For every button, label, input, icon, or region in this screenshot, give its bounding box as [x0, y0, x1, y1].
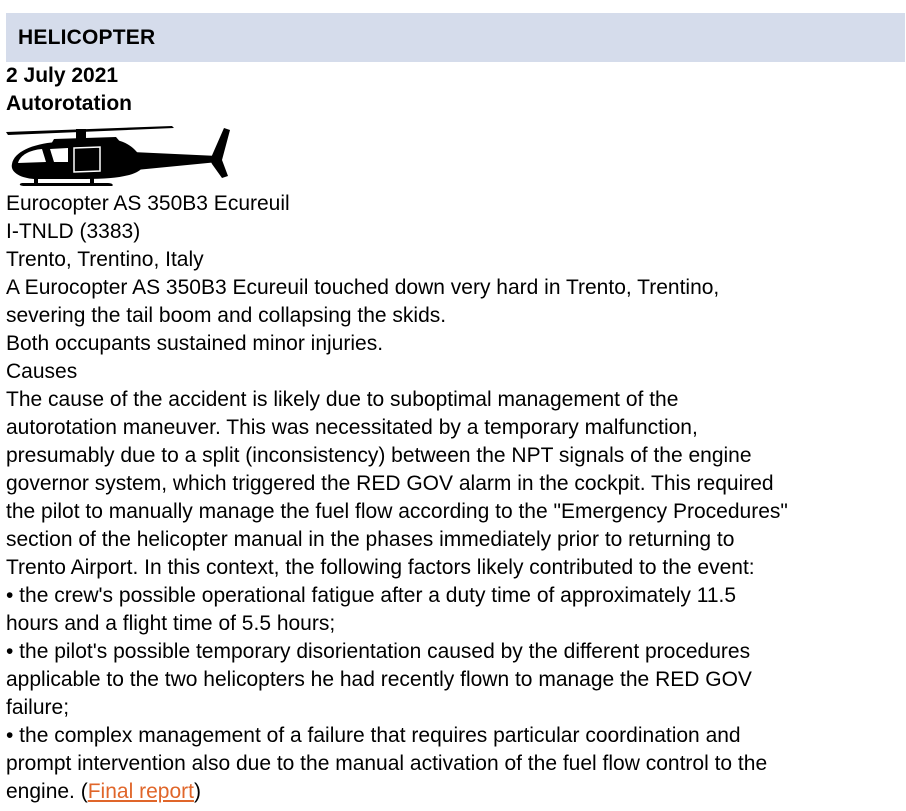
section-header	[6, 13, 905, 62]
final-report-link[interactable]: Final report	[87, 780, 194, 803]
summary-line: A Eurocopter AS 350B3 Ecureuil touched down very hard in Trento, Trentino,	[6, 276, 720, 299]
aircraft-model: Eurocopter AS 350B3 Ecureuil	[6, 192, 290, 215]
causes-line: autorotation maneuver. This was necessitated by a temporary malfunction,	[6, 416, 698, 439]
section-title: HELICOPTER	[18, 25, 156, 49]
causes-line: • the complex management of a failure that requires particular coordination and	[6, 724, 741, 747]
causes-line: • the pilot's possible temporary disorientation caused by the different procedures	[6, 640, 751, 663]
report-body	[6, 190, 901, 806]
aircraft-registration: I-TNLD (3383)	[6, 220, 141, 243]
summary-line: severing the tail boom and collapsing the skids.	[6, 304, 447, 327]
causes-heading: Causes	[6, 360, 78, 383]
causes-line: prompt intervention also due to the manual activation of the fuel flow control to the	[6, 752, 768, 775]
causes-line: presumably due to a split (inconsistency) between the NPT signals of the engine	[6, 444, 752, 467]
causes-last-line-suffix: )	[193, 780, 201, 803]
causes-line: Trento Airport. In this context, the following factors likely contributed to the event:	[6, 556, 755, 579]
causes-line: The cause of the accident is likely due to suboptimal management of the	[6, 388, 679, 411]
causes-line: governor system, which triggered the RED GOV alarm in the cockpit. This required	[6, 472, 774, 495]
causes-line: • the crew's possible operational fatigue after a duty time of approximately 11.5	[6, 584, 737, 607]
helicopter-silhouette-icon	[4, 124, 232, 188]
causes-line: the pilot to manually manage the fuel flow according to the "Emergency Procedures"	[6, 500, 788, 523]
causes-line: section of the helicopter manual in the phases immediately prior to returning to	[6, 528, 735, 551]
event-date: 2 July 2021	[6, 64, 119, 87]
causes-last-line-prefix: engine. (	[6, 780, 88, 803]
event-title: Autorotation	[6, 92, 132, 115]
causes-line: applicable to the two helicopters he had recently flown to manage the RED GOV	[6, 668, 752, 691]
causes-line: hours and a flight time of 5.5 hours;	[6, 612, 336, 635]
causes-line: failure;	[6, 696, 70, 719]
causes-last-line	[6, 778, 901, 806]
summary-line: Both occupants sustained minor injuries.	[6, 332, 384, 355]
accident-location: Trento, Trentino, Italy	[6, 248, 204, 271]
